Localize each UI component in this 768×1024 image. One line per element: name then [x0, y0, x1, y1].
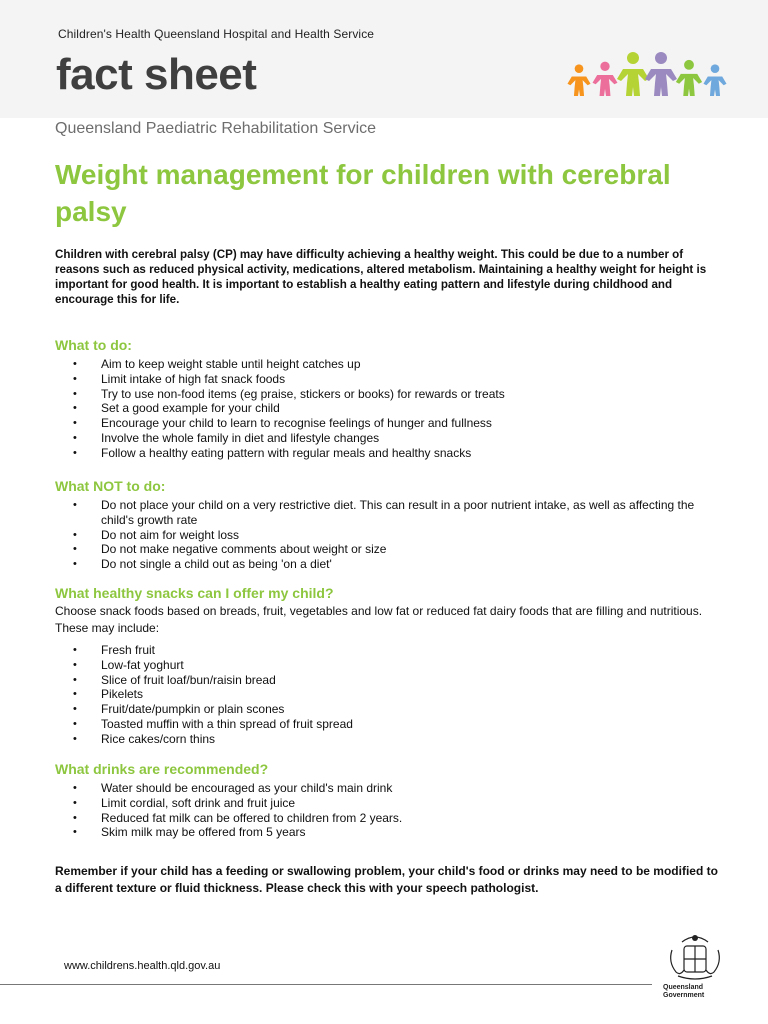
child-figure-body: [703, 77, 726, 96]
list-item: • Try to use non-food items (eg praise, stickers or books) for rewards or treats: [73, 387, 713, 402]
list-item: • Water should be encouraged as your child's main drink: [73, 781, 713, 796]
snacks-text: Choose snack foods based on breads, fruit, vegetables and low fat or reduced fat dairy foods that are filling and nutritious. These may include:: [55, 604, 703, 635]
organisation-name: Children's Health Queensland Hospital and Health Service: [58, 27, 375, 41]
list-item: • Limit cordial, soft drink and fruit juice: [73, 796, 713, 811]
child-figure-head: [627, 52, 639, 64]
footer-divider: [0, 984, 652, 985]
child-figure-head: [600, 62, 609, 71]
list-item: • Encourage your child to learn to recognise feelings of hunger and fullness: [73, 416, 713, 431]
what-to-do-list: [73, 357, 713, 461]
list-item: • Pikelets: [73, 687, 713, 702]
child-figure-body: [645, 69, 677, 96]
list-item: • Do not make negative comments about weight or size: [73, 542, 713, 557]
children-holding-hands-icon: [565, 50, 730, 100]
list-item: • Do not aim for weight loss: [73, 528, 713, 543]
list-item: • Fruit/date/pumpkin or plain scones: [73, 702, 713, 717]
list-item: • Set a good example for your child: [73, 401, 713, 416]
document-type-title: fact sheet: [56, 50, 257, 99]
list-item: • Do not place your child on a very restrictive diet. This can result in a poor nutrient intake, as well as affecting the child's growth rate: [73, 498, 713, 528]
list-item: • Slice of fruit loaf/bun/raisin bread: [73, 673, 713, 688]
drinks-list: [73, 781, 713, 840]
list-item: • Rice cakes/corn thins: [73, 732, 713, 747]
child-figure-head: [655, 52, 667, 64]
intro-paragraph: Children with cerebral palsy (CP) may have difficulty achieving a healthy weight. This could be due to a number of reasons such as reduced physical activity, medications, altered metabolism. Maintaining a healthy weight for height is important for good health. It is important to establish a healthy eating pattern and lifestyle during childhood and encourage this for life.: [55, 248, 707, 306]
gov-sub: Government: [663, 992, 705, 999]
website-link[interactable]: www.childrens.health.qld.gov.au: [64, 960, 221, 972]
drinks-heading: What drinks are recommended?: [55, 761, 269, 777]
list-item: • Reduced fat milk can be offered to children from 2 years.: [73, 811, 713, 826]
list-item: • Follow a healthy eating pattern with regular meals and healthy snacks: [73, 446, 713, 461]
closing-note: Remember if your child has a feeding or swallowing problem, your child's food or drinks may need to be modified to a different texture or fluid thickness. Please check this with your speech pathologist.: [55, 864, 718, 895]
list-item: • Limit intake of high fat snack foods: [73, 372, 713, 387]
child-figure-body: [676, 74, 702, 96]
child-figure-head: [575, 64, 584, 73]
what-to-do-heading: What to do:: [55, 337, 132, 353]
gov-name: Queensland: [663, 984, 704, 991]
list-item: • Skim milk may be offered from 5 years: [73, 825, 713, 840]
what-not-to-do-heading: What NOT to do:: [55, 478, 166, 494]
government-name: [663, 984, 723, 1000]
page-title: Weight management for children with cerebral palsy: [55, 159, 671, 227]
list-item: • Toasted muffin with a thin spread of fruit spread: [73, 717, 713, 732]
child-figure-body: [617, 69, 649, 96]
child-figure-body: [567, 77, 590, 96]
child-figure-head: [684, 60, 694, 70]
list-item: • Do not single a child out as being 'on a diet': [73, 557, 713, 572]
child-figure-body: [593, 75, 618, 96]
child-figure-head: [711, 64, 720, 73]
list-item: • Aim to keep weight stable until height catches up: [73, 357, 713, 372]
snacks-heading: What healthy snacks can I offer my child?: [55, 585, 334, 601]
service-name: Queensland Paediatric Rehabilitation Service: [55, 120, 377, 137]
snacks-list: [73, 643, 713, 747]
what-not-to-do-list: [73, 498, 713, 572]
list-item: • Involve the whole family in diet and lifestyle changes: [73, 431, 713, 446]
list-item: • Low-fat yoghurt: [73, 658, 713, 673]
list-item: • Fresh fruit: [73, 643, 713, 658]
